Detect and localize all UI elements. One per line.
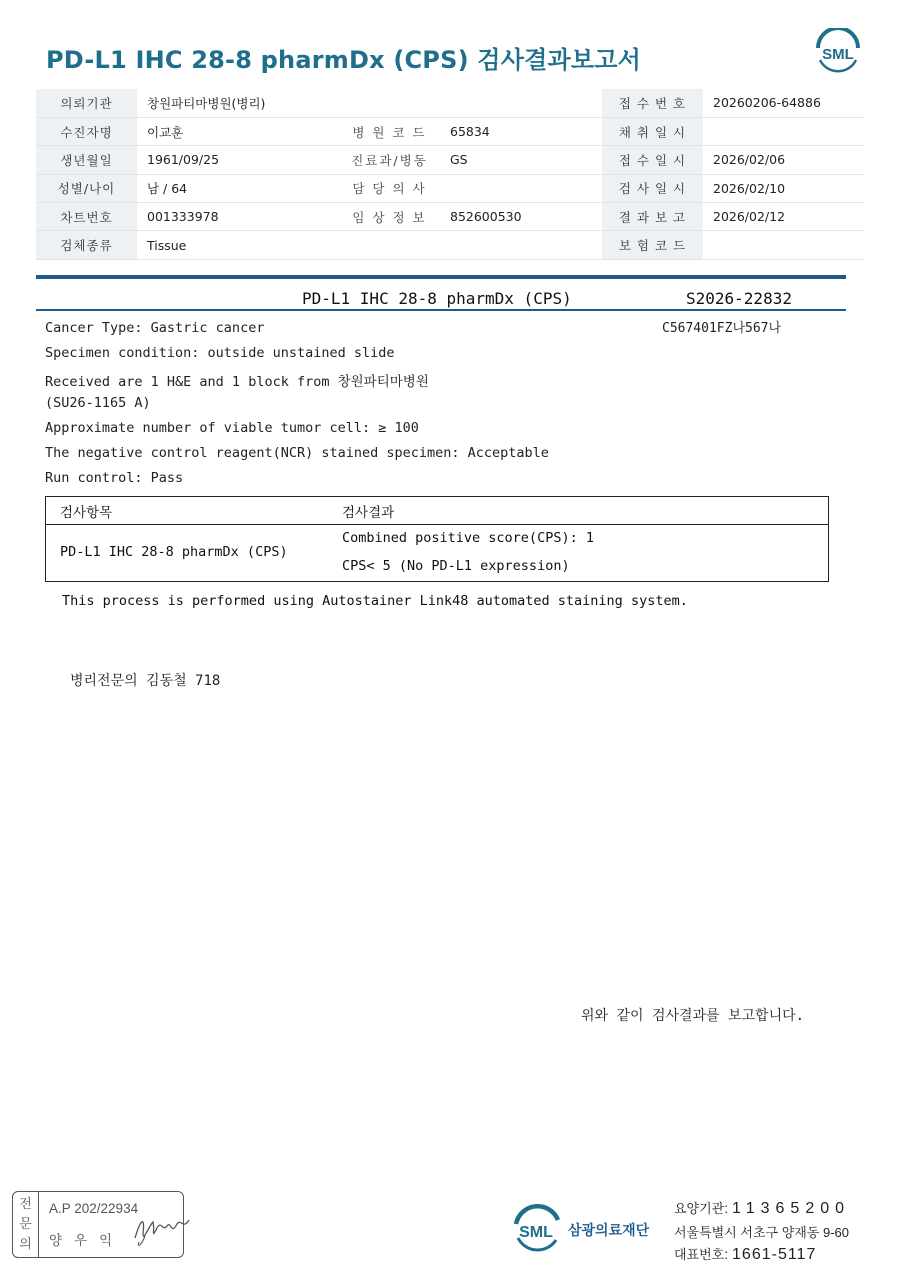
report-line: The negative control reagent(NCR) stained specimen: Acceptable bbox=[45, 445, 549, 461]
info-value: 2026/02/06 bbox=[703, 146, 864, 174]
address-text: 서울특별시 서초구 양재동 9-60 bbox=[674, 1225, 849, 1240]
sample-code: C567401FZ나567나 bbox=[662, 321, 782, 336]
info-label: 병 원 코 드 bbox=[339, 117, 440, 145]
process-note: This process is performed using Autostainer Link48 automated staining system. bbox=[62, 593, 688, 609]
info-label: 의뢰기관 bbox=[36, 89, 137, 117]
report-line: Received are 1 H&E and 1 block from 창원파티마병원 bbox=[45, 374, 429, 390]
info-value: 1961/09/25 bbox=[137, 146, 339, 174]
info-label: 임 상 정 보 bbox=[339, 203, 440, 231]
report-line: Approximate number of viable tumor cell: ≥ 100 bbox=[45, 420, 419, 436]
stamp-char: 문 bbox=[19, 1217, 32, 1232]
info-row bbox=[36, 146, 864, 174]
info-value: 2026/02/12 bbox=[703, 203, 864, 231]
institution-label: 요양기관 bbox=[674, 1201, 725, 1216]
info-label: 검 사 일 시 bbox=[602, 174, 703, 202]
info-value: 852600530 bbox=[440, 203, 602, 231]
section-divider bbox=[36, 275, 846, 279]
sml-logo-icon bbox=[812, 28, 864, 76]
info-value bbox=[703, 231, 864, 259]
info-value: 001333978 bbox=[137, 203, 339, 231]
stamp-char: 의 bbox=[19, 1237, 32, 1252]
info-label: 진료과/병동 bbox=[339, 146, 440, 174]
info-label: 생년월일 bbox=[36, 146, 137, 174]
info-row bbox=[36, 174, 864, 202]
closing-statement: 위와 같이 검사결과를 보고합니다. bbox=[581, 1008, 805, 1024]
institution-code: 11365200 bbox=[732, 1200, 851, 1217]
result-value-cps: Combined positive score(CPS): 1 bbox=[342, 530, 594, 546]
info-label: 차트번호 bbox=[36, 203, 137, 231]
info-label: 수진자명 bbox=[36, 117, 137, 145]
stamp-vertical-label bbox=[13, 1192, 39, 1257]
institution-code-line: 요양기관: 11365200 bbox=[674, 1200, 851, 1217]
info-value bbox=[703, 117, 864, 145]
report-title: PD-L1 IHC 28-8 pharmDx (CPS) 검사결과보고서 bbox=[46, 46, 641, 74]
phone-label: 대표번호 bbox=[674, 1247, 725, 1262]
pathologist-stamp bbox=[12, 1191, 184, 1258]
info-row bbox=[36, 231, 864, 259]
section-divider-thin bbox=[36, 309, 846, 311]
result-header-divider bbox=[46, 524, 828, 525]
patient-info-table bbox=[36, 89, 864, 260]
info-value-hospital: 창원파티마병원(병리) bbox=[137, 89, 602, 117]
report-line: (SU26-1165 A) bbox=[45, 395, 151, 411]
info-label: 보 험 코 드 bbox=[602, 231, 703, 259]
result-table bbox=[45, 496, 829, 582]
info-value: 이교훈 bbox=[137, 117, 339, 145]
info-label: 채 취 일 시 bbox=[602, 117, 703, 145]
info-row bbox=[36, 89, 864, 117]
info-value: Tissue bbox=[137, 231, 602, 259]
stamp-char: 전 bbox=[19, 1197, 32, 1212]
result-col2-header: 검사결과 bbox=[342, 505, 395, 521]
info-label: 결 과 보 고 bbox=[602, 203, 703, 231]
info-label: 접 수 일 시 bbox=[602, 146, 703, 174]
info-value: 65834 bbox=[440, 117, 602, 145]
pathologist-name: 병리전문의 김동철 718 bbox=[70, 673, 221, 689]
report-line: Cancer Type: Gastric cancer bbox=[45, 320, 265, 336]
phone-line: 대표번호: 1661-5117 bbox=[674, 1246, 817, 1263]
info-label: 성별/나이 bbox=[36, 174, 137, 202]
report-line: Specimen condition: outside unstained slide bbox=[45, 345, 395, 361]
info-label: 검체종류 bbox=[36, 231, 137, 259]
info-value-accession: 20260206-64886 bbox=[703, 89, 864, 117]
address bbox=[674, 1222, 849, 1241]
info-value: GS bbox=[440, 146, 602, 174]
sml-logo-text: SML bbox=[822, 46, 854, 63]
test-name: PD-L1 IHC 28-8 pharmDx (CPS) bbox=[302, 289, 572, 308]
signature-icon bbox=[131, 1208, 195, 1250]
info-row bbox=[36, 117, 864, 145]
sml-logo-icon bbox=[510, 1200, 562, 1258]
sml-logo-text: SML bbox=[519, 1224, 553, 1241]
info-label: 담 당 의 사 bbox=[339, 174, 440, 202]
result-item: PD-L1 IHC 28-8 pharmDx (CPS) bbox=[60, 544, 288, 560]
stamp-name: 양우익 bbox=[49, 1233, 125, 1249]
foundation-name: 삼광의료재단 bbox=[568, 1223, 650, 1239]
result-col1-header: 검사항목 bbox=[60, 505, 113, 521]
report-number: S2026-22832 bbox=[686, 289, 792, 308]
info-label: 접 수 번 호 bbox=[602, 89, 703, 117]
info-value: 남 / 64 bbox=[137, 174, 339, 202]
phone-number: 1661-5117 bbox=[732, 1246, 817, 1263]
info-value bbox=[440, 174, 602, 202]
result-interpretation: CPS< 5 (No PD-L1 expression) bbox=[342, 558, 570, 574]
report-line: Run control: Pass bbox=[45, 470, 184, 486]
stamp-ap-number: A.P 202/22934 bbox=[49, 1201, 139, 1216]
info-value: 2026/02/10 bbox=[703, 174, 864, 202]
info-row bbox=[36, 203, 864, 231]
